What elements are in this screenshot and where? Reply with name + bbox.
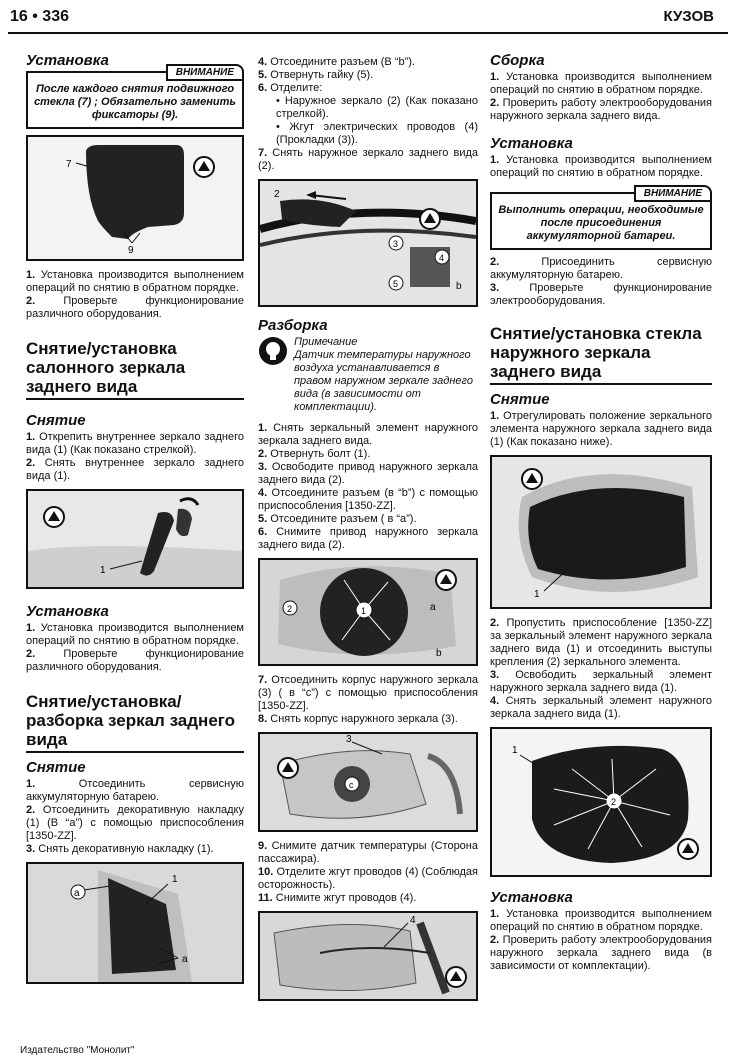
section-title: КУЗОВ — [663, 8, 714, 25]
fig-label: 2 — [287, 604, 293, 614]
figure-interior-mirror — [26, 489, 244, 589]
note-block — [258, 336, 478, 414]
step: 1. Отрегулировать положение зеркального элемента наружного зеркала заднего вида (1) (Как показано ниже). — [490, 410, 712, 448]
fig-label: a — [74, 888, 80, 899]
figure-trim-panel — [26, 862, 244, 984]
removal-heading: Снятие — [26, 759, 86, 776]
fig-label: 1 — [512, 745, 518, 756]
figure-mirror-glass-element — [490, 727, 712, 877]
step: 6. Отделите: — [258, 82, 323, 94]
step: 1. Установка производится выполнением операций по снятию в обратном порядке. — [26, 269, 244, 294]
fig-label: 1 — [361, 606, 367, 616]
warning-box — [490, 188, 712, 250]
header-rule — [8, 32, 728, 34]
step: 3. Проверьте функционирование электрооборудования. — [490, 282, 712, 307]
lightbulb-icon — [258, 336, 288, 366]
step: 2. Проверьте функционирование различного оборудования. — [26, 648, 244, 673]
step: 2. Присоединить сервисную аккумуляторную батарею. — [490, 256, 712, 281]
step: 2. Проверьте функционирование различного оборудования. — [26, 295, 244, 320]
note-text: Датчик температуры наружного воздуха устанавливается в правом наружном зеркале заднего вида (в зависимости от комплектации). — [294, 349, 473, 413]
assembly-heading: Сборка — [490, 52, 545, 69]
fig-label: 4 — [439, 253, 445, 263]
step: 7. Отсоединить корпус наружного зеркала (3) ( в “c”) с помощью приспособления [1350-ZZ]. — [258, 674, 478, 712]
step: 2. Проверить работу электрооборудования наружного зеркала заднего вида. — [490, 97, 712, 122]
fig-label: 1 — [172, 874, 178, 885]
section-heading-mirror-glass: Снятие/установка стекла наружного зеркала заднего вида — [490, 324, 712, 385]
step: 1. Открепить внутреннее зеркало заднего вида (1) (Как показано стрелкой). — [26, 431, 245, 456]
step: 2. Проверить работу электрооборудования наружного зеркала заднего вида (в зависимости от комплектации). — [490, 934, 712, 972]
fig-label: 9 — [128, 245, 134, 256]
fig-label: b — [436, 648, 442, 659]
step: 2. Снять внутреннее зеркало заднего вида (1). — [26, 457, 244, 482]
fig-label: 7 — [66, 159, 72, 170]
fig-label: a — [430, 602, 436, 613]
column-3 — [490, 52, 712, 973]
warning-box — [26, 67, 244, 129]
bullet-item: • Наружное зеркало (2) (Как показано стрелкой). — [276, 95, 478, 120]
column-1 — [26, 52, 244, 992]
section-heading-exterior-mirrors: Снятие/установка/ разборка зеркал заднего вида — [26, 692, 244, 753]
install-heading: Установка — [490, 889, 573, 906]
step: 1. Установка производится выполнением операций по снятию в обратном порядке. — [26, 622, 244, 647]
figure-mirror-housing — [258, 732, 478, 832]
fig-label: 2 — [611, 797, 617, 807]
step: 6. Снимите привод наружного зеркала заднего вида (2). — [258, 526, 478, 551]
step: 9. Снимите датчик температуры (Сторона пассажира). — [258, 840, 478, 865]
warning-tag: ВНИМАНИЕ — [166, 64, 244, 81]
step: 1. Установка производится выполнением операций по снятию в обратном порядке. — [490, 71, 712, 96]
step: 1. Отсоединить сервисную аккумуляторную батарею. — [26, 778, 244, 803]
removal-heading: Снятие — [490, 391, 550, 408]
step: 10. Отделите жгут проводов (4) (Соблюдая осторожность). — [258, 866, 478, 891]
figure-mirror-actuator — [258, 558, 478, 666]
step: 2. Пропустить приспособление [1350-ZZ] за зеркальный элемент наружного зеркала заднего вида (1) и отсоединить выступы крепления (2) зеркального элемента. — [490, 617, 712, 668]
fig-label: b — [456, 281, 462, 292]
figure-mirror-glass-adjust — [490, 455, 712, 609]
fig-label: 1 — [100, 565, 106, 576]
step: 11. Снимите жгут проводов (4). — [258, 892, 417, 904]
fig-label: 4 — [410, 915, 416, 926]
fig-label: 3 — [393, 239, 399, 249]
footer-publisher: Издательство "Монолит" — [20, 1045, 135, 1056]
step: 4. Отсоедините разъем (в “b”) с помощью приспособления [1350-ZZ]. — [258, 487, 478, 512]
note-title: Примечание — [294, 336, 358, 348]
warning-text: После каждого снятия подвижного стекла (7) ; Обязательно заменить фиксаторы (9). — [34, 83, 236, 121]
page-number: 16 • 336 — [10, 8, 69, 25]
step: 5. Отвернуть гайку (5). — [258, 69, 374, 81]
warning-text: Выполнить операции, необходимые после присоединения аккумуляторной батареи. — [498, 204, 704, 242]
step: 3. Снять декоративную накладку (1). — [26, 843, 214, 855]
fig-label: 1 — [534, 589, 540, 600]
step: 1. Установка производится выполнением операций по снятию в обратном порядке. — [490, 908, 712, 933]
step: 4. Снять зеркальный элемент наружного зеркала заднего вида (1). — [490, 695, 713, 720]
install-heading: Установка — [26, 603, 109, 620]
step: 1. Снять зеркальный элемент наружного зеркала заднего вида. — [258, 422, 479, 447]
step: 3. Освободите привод наружного зеркала заднего вида (2). — [258, 461, 478, 486]
step: 2. Отсоединить декоративную накладку (1) (В “а”) с помощью приспособления [1350-ZZ]. — [26, 804, 244, 842]
figure-wiring-harness — [258, 911, 478, 1001]
figure-outer-mirror-removal — [258, 179, 478, 307]
figure-door-glass — [26, 135, 244, 261]
step: 2. Отвернуть болт (1). — [258, 448, 371, 460]
fig-label: a — [182, 954, 188, 965]
disassembly-heading: Разборка — [258, 317, 328, 334]
step: 4. Отсоедините разъем (В “b”). — [258, 56, 415, 68]
removal-heading: Снятие — [26, 412, 86, 429]
fig-label: 5 — [393, 279, 399, 289]
install-heading: Установка — [490, 135, 573, 152]
column-2 — [258, 56, 478, 1009]
step: 1. Установка производится выполнением операций по снятию в обратном порядке. — [490, 154, 712, 179]
install-heading: Установка — [26, 52, 109, 69]
section-heading-interior-mirror: Снятие/установка салонного зеркала заднего вида — [26, 339, 244, 400]
step: 7. Снять наружное зеркало заднего вида (2). — [258, 147, 478, 172]
fig-label: 3 — [346, 734, 352, 745]
fig-label: c — [349, 780, 354, 790]
warning-tag: ВНИМАНИЕ — [634, 185, 712, 202]
step: 8. Снять корпус наружного зеркала (3). — [258, 713, 458, 725]
fig-label: 2 — [274, 189, 280, 200]
page-header — [0, 0, 736, 34]
bullet-item: • Жгут электрических проводов (4) (Прокладки (3)). — [276, 121, 478, 146]
step: 3. Освободить зеркальный элемент наружного зеркала заднего вида (1). — [490, 669, 712, 694]
step: 5. Отсоедините разъем ( в “а”). — [258, 513, 417, 525]
